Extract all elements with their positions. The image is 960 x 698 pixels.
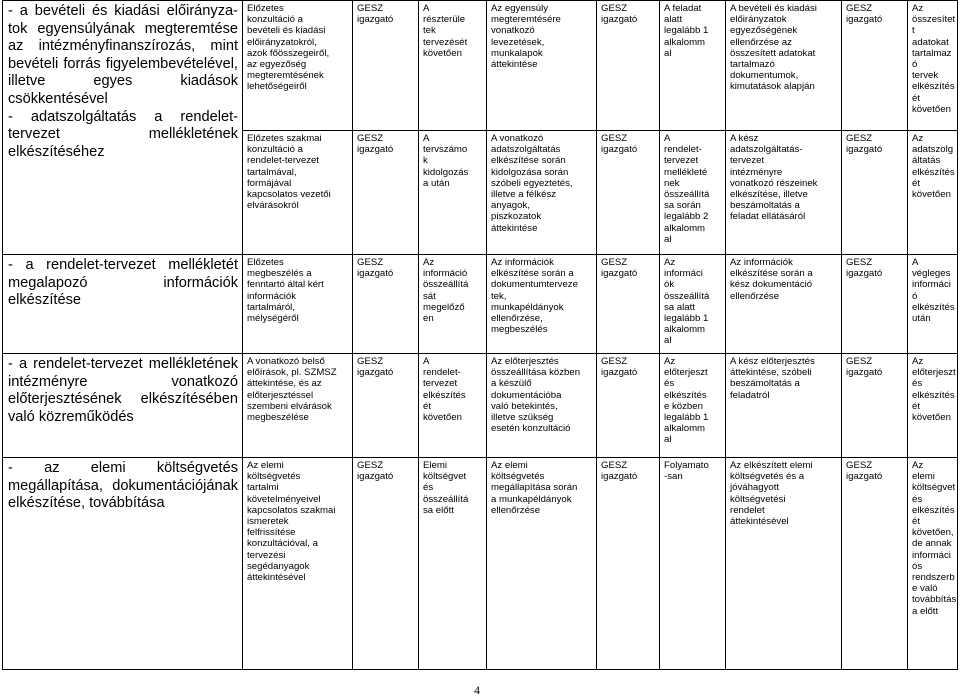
first-column-cell xyxy=(3,354,243,458)
table-cell: Folyamato -san xyxy=(660,458,726,670)
first-column-item: - a bevételi és kiadási előirányza-tok egyensúlyának megteremtése az intézményfinanszírozás, mint bevételi forrás figyelembevételével, illetve egyes kiadások csökkentésével xyxy=(8,3,238,107)
table-cell: GESZ igazgató xyxy=(842,458,908,670)
first-column-cell xyxy=(3,1,243,255)
table-cell: Előzetes szakmai konzultáció a rendelet-tervezet tartalmával, formájával kapcsolatos vezetői elvárásokról xyxy=(243,131,353,255)
table-cell: Az összesítet t adatokat tartalmaz ó tervek elkészítés ét követően xyxy=(908,1,958,131)
table-cell: A rendelet- tervezet mellékleté nek összeállítá sa során legalább 2 alkalomm al xyxy=(660,131,726,255)
control-table xyxy=(2,0,958,670)
table-cell: GESZ igazgató xyxy=(353,1,419,131)
table-cell: GESZ igazgató xyxy=(597,354,660,458)
table-cell: Az adatszolg áltatás elkészítés ét követően xyxy=(908,131,958,255)
table-cell: Előzetes megbeszélés a fenntartó által kért információk tartalmáról, mélységéről xyxy=(243,255,353,354)
table-row xyxy=(3,458,958,670)
first-column-cell xyxy=(3,458,243,670)
table-row xyxy=(3,354,958,458)
table-cell: Az egyensúly megteremtésére vonatkozó levezetések, munkalapok áttekintése xyxy=(487,1,597,131)
table-cell: GESZ igazgató xyxy=(353,255,419,354)
table-cell: Az előterjeszt és elkészítés ét követően xyxy=(908,354,958,458)
table-cell: A rendelet- tervezet elkészítés ét követően xyxy=(419,354,487,458)
table-cell: GESZ igazgató xyxy=(353,131,419,255)
table-cell: GESZ igazgató xyxy=(597,131,660,255)
table-cell: Előzetes konzultáció a bevételi és kiadási előirányzatokról, azok főösszegeiről, az egyezőség megteremtésének lehetőségeiről xyxy=(243,1,353,131)
table-cell: Az információk elkészítése során a dokumentumterveze tek, munkapéldányok ellenőrzése, megbeszélés xyxy=(487,255,597,354)
table-cell: GESZ igazgató xyxy=(842,255,908,354)
table-cell: Az elemi költségvetés megállapítása során a munkapéldányok ellenőrzése xyxy=(487,458,597,670)
table-cell: A bevételi és kiadási előirányzatok egyezőségének ellenőrzése az összesített adatokat tartalmazó dokumentumok, kimutatások alapján xyxy=(726,1,842,131)
table-cell: GESZ igazgató xyxy=(597,1,660,131)
table-row xyxy=(3,255,958,354)
table-cell: Az információk elkészítése során a kész dokumentáció ellenőrzése xyxy=(726,255,842,354)
first-column-item: - adatszolgáltatás a rendelet-tervezet mellékletének elkészítéséhez xyxy=(8,108,238,160)
table-cell: GESZ igazgató xyxy=(353,458,419,670)
table-cell: GESZ igazgató xyxy=(842,354,908,458)
table-cell: Az információ összeállítá sát megelőző en xyxy=(419,255,487,354)
page-number: 4 xyxy=(474,683,480,697)
first-column-item: - az elemi költségvetés megállapítása, dokumentációjának elkészítése, továbbítása xyxy=(8,460,238,512)
table-cell: A vonatkozó adatszolgáltatás elkészítése során kidolgozása során szóbeli egyeztetés, illetve a félkész anyagok, piszkozatok áttekintése xyxy=(487,131,597,255)
table-cell: Az elemi költségvetés tartalmi követelményeivel kapcsolatos szakmai ismeretek felfrissítése konzultációval, a tervezési segédanyagok áttekintésével xyxy=(243,458,353,670)
table-row xyxy=(3,1,958,131)
table-cell: GESZ igazgató xyxy=(597,458,660,670)
table-cell: Az elkészített elemi költségvetés és a jóváhagyott költségvetési rendelet áttekintésével xyxy=(726,458,842,670)
table-cell: A vonatkozó belső előírások, pl. SZMSZ áttekintése, és az előterjesztéssel szembeni elvárások megbeszélése xyxy=(243,354,353,458)
table-cell: A tervszámo k kidolgozás a után xyxy=(419,131,487,255)
first-column-cell xyxy=(3,255,243,354)
table-cell: GESZ igazgató xyxy=(597,255,660,354)
table-cell: A részterüle tek tervezését követően xyxy=(419,1,487,131)
table-cell: Az informáci ók összeállítá sa alatt legalább 1 alkalomm al xyxy=(660,255,726,354)
table-cell: A végleges informáci ó elkészítés után xyxy=(908,255,958,354)
table-cell: A kész adatszolgáltatás- tervezet intézményre vonatkozó részeinek elkészítése, illetve beszámoltatás a feladat ellátásáról xyxy=(726,131,842,255)
table-cell: Az előterjesztés összeállítása közben a készülő dokumentációba való betekintés, illetve szükség esetén konzultáció xyxy=(487,354,597,458)
table-cell: A kész előterjesztés áttekintése, szóbeli beszámoltatás a feladatról xyxy=(726,354,842,458)
table-cell: GESZ igazgató xyxy=(353,354,419,458)
table-cell: Az elemi költségvet és elkészítés ét követően, de annak informáci ós rendszerb e való továbbítás a előtt xyxy=(908,458,958,670)
table-cell: Elemi költségvet és összeállítá sa előtt xyxy=(419,458,487,670)
table-cell: Az előterjeszt és elkészítés e közben legalább 1 alkalomm al xyxy=(660,354,726,458)
table-cell: GESZ igazgató xyxy=(842,1,908,131)
first-column-item: - a rendelet-tervezet mellékletét megalapozó információk elkészítése xyxy=(8,257,238,309)
table-cell: GESZ igazgató xyxy=(842,131,908,255)
first-column-item: - a rendelet-tervezet mellékletének intézményre vonatkozó előterjesztésének elkészítésében való közreműködés xyxy=(8,356,238,425)
table-cell: A feladat alatt legalább 1 alkalomm al xyxy=(660,1,726,131)
